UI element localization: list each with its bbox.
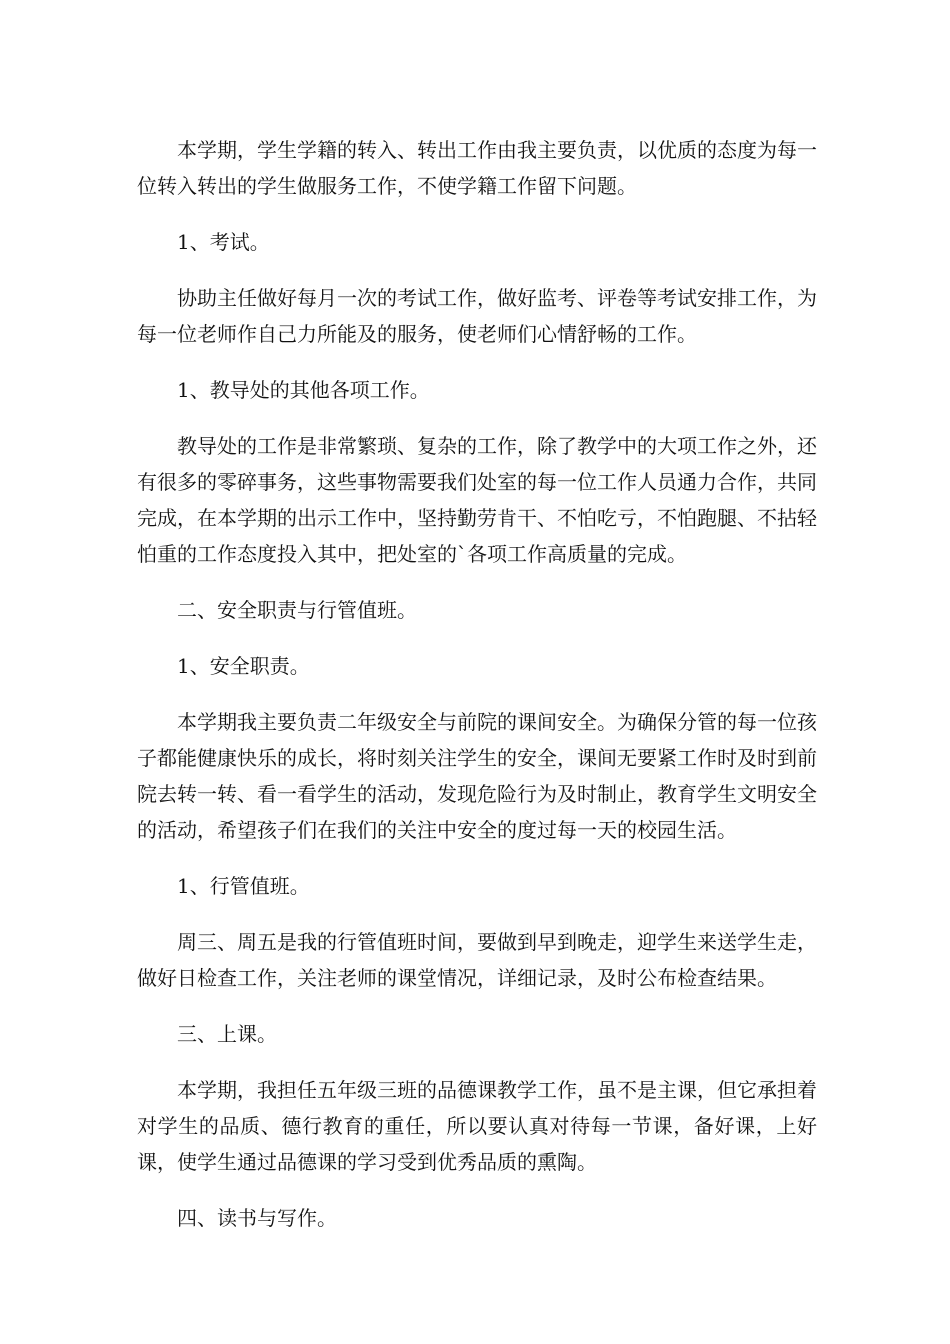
- paragraph-other-work: 教导处的工作是非常繁琐、复杂的工作，除了教学中的大项工作之外，还有很多的零碎事务，这些事物需要我们处室的每一位工作人员通力合作，共同完成，在本学期的出示工作中，坚持勤劳肯干、不怕吃亏，不怕跑腿、不拈轻怕重的工作态度投入其中，把处室的`各项工作高质量的完成。: [137, 434, 817, 566]
- paragraph-student-records: 本学期，学生学籍的转入、转出工作由我主要负责，以优质的态度为每一位转入转出的学生做服务工作，不使学籍工作留下问题。: [137, 138, 817, 198]
- paragraph-exams: 协助主任做好每月一次的考试工作，做好监考、评卷等考试安排工作，为每一位老师作自己力所能及的服务，使老师们心情舒畅的工作。: [137, 286, 817, 346]
- paragraph-teaching: 本学期，我担任五年级三班的品德课教学工作，虽不是主课，但它承担着对学生的品质、德行教育的重任，所以要认真对待每一节课，备好课，上好课，使学生通过品德课的学习受到优秀品质的熏陶。: [137, 1078, 817, 1174]
- heading-exams: 1、考试。: [177, 230, 270, 254]
- heading-safety-responsibility: 1、安全职责。: [177, 654, 310, 678]
- paragraph-safety-responsibility: 本学期我主要负责二年级安全与前院的课间安全。为确保分管的每一位孩子都能健康快乐的成长，将时刻关注学生的安全，课间无要紧工作时及时到前院去转一转、看一看学生的活动，发现危险行为及时制止，教育学生文明安全的活动，希望孩子们在我们的关注中安全的度过每一天的校园生活。: [137, 710, 817, 842]
- paragraph-admin-duty: 周三、周五是我的行管值班时间，要做到早到晚走，迎学生来送学生走，做好日检查工作，关注老师的课堂情况，详细记录，及时公布检查结果。: [137, 930, 817, 990]
- document-body: [137, 132, 817, 1256]
- heading-teaching: 三、上课。: [177, 1022, 277, 1046]
- heading-safety-duty: 二、安全职责与行管值班。: [177, 598, 417, 622]
- heading-other-work: 1、教导处的其他各项工作。: [177, 378, 430, 402]
- heading-admin-duty: 1、行管值班。: [177, 874, 310, 898]
- heading-reading-writing: 四、读书与写作。: [177, 1206, 337, 1230]
